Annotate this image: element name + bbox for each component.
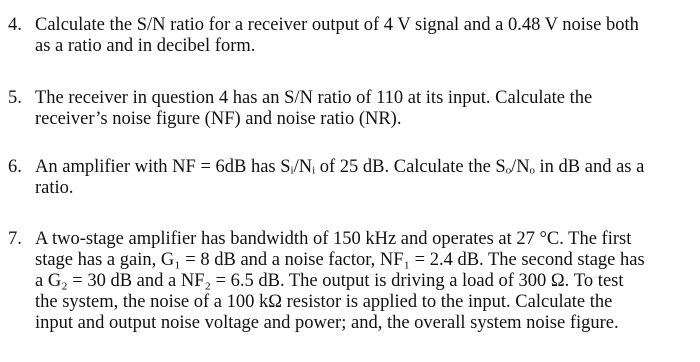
- question-line: Calculate the S/N ratio for a receiver output of 4 V signal and a 0.48 V noise both: [35, 15, 639, 35]
- question-number: 4.: [8, 15, 22, 35]
- question-text: [35, 229, 687, 334]
- question-text: [35, 157, 687, 199]
- question-number: 6.: [8, 157, 22, 177]
- question-text: [35, 15, 687, 57]
- question-line: the system, the noise of a 100 kΩ resistor is applied to the input. Calculate the: [35, 292, 613, 312]
- question-line: input and output noise voltage and power; and, the overall system noise figure.: [35, 313, 619, 333]
- question-number: 5.: [8, 88, 22, 108]
- question-line: An amplifier with NF = 6dB has Sᵢ/Nᵢ of 25 dB. Calculate the Sₒ/Nₒ in dB and as a: [35, 157, 645, 177]
- question-line: a G₂ = 30 dB and a NF₂ = 6.5 dB. The output is driving a load of 300 Ω. To test: [35, 271, 624, 291]
- question-line: stage has a gain, G₁ = 8 dB and a noise factor, NF₁ = 2.4 dB. The second stage has: [35, 250, 645, 270]
- question-line: as a ratio and in decibel form.: [35, 36, 256, 56]
- question-text: [35, 88, 687, 130]
- question-line: receiver’s noise figure (NF) and noise ratio (NR).: [35, 109, 402, 129]
- question-line: ratio.: [35, 178, 74, 198]
- question-line: A two-stage amplifier has bandwidth of 150 kHz and operates at 27 °C. The first: [35, 229, 632, 249]
- question-number: 7.: [8, 229, 22, 249]
- question-line: The receiver in question 4 has an S/N ratio of 110 at its input. Calculate the: [35, 88, 593, 108]
